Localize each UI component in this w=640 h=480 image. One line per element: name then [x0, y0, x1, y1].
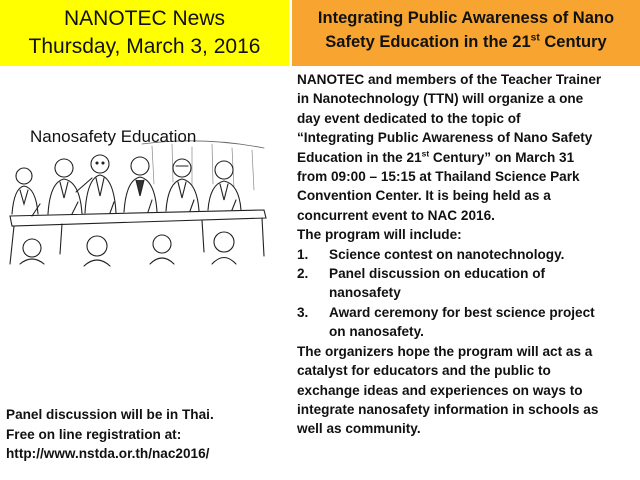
program-item [297, 245, 639, 264]
headline-line-1: Integrating Public Awareness of Nano [317, 9, 615, 27]
closing-line: integrate nanosafety information in schools as [297, 401, 599, 417]
program-heading: The program will include: [297, 227, 462, 243]
item-number: 3. [297, 304, 309, 320]
registration-notes [6, 405, 288, 464]
news-title: NANOTEC News [63, 7, 226, 30]
intro-line: Convention Center. It is being held as a [297, 188, 551, 204]
program-item [297, 264, 639, 283]
registration-note: Free on line registration at: [6, 426, 182, 442]
item-number: 2. [297, 266, 309, 282]
intro-line: Education in the 21st Century” on March 31 [297, 148, 575, 165]
item-text: Award ceremony for best science project [329, 304, 595, 320]
headline-line-2: Safety Education in the 21st Century [325, 32, 607, 51]
program-item [297, 303, 639, 322]
intro-line: NANOTEC and members of the Teacher Trainer [297, 72, 602, 87]
news-date: Thursday, March 3, 2016 [28, 35, 261, 58]
intro-line: concurrent event to NAC 2016. [297, 207, 495, 223]
registration-url: http://www.nstda.or.th/nac2016/ [6, 446, 210, 461]
cartoon-title: Nanosafety Education [30, 127, 197, 146]
intro-line: in Nanotechnology (TTN) will organize a one [297, 91, 584, 107]
item-text-continued: on nanosafety. [329, 324, 424, 340]
headline [292, 0, 640, 66]
closing-line: exchange ideas and experiences on ways to [297, 382, 583, 398]
item-text: Panel discussion on education of [329, 266, 546, 282]
closing-line: The organizers hope the program will act as a [297, 343, 593, 359]
article-body [297, 70, 639, 439]
intro-line: day event dedicated to the topic of [297, 110, 521, 126]
item-number: 1. [297, 246, 309, 262]
item-text-continued: nanosafety [329, 285, 401, 301]
intro-line: from 09:00 – 15:15 at Thailand Science Park [297, 169, 580, 185]
language-note: Panel discussion will be in Thai. [6, 407, 214, 422]
news-header [0, 0, 289, 66]
closing-line: well as community. [297, 421, 421, 437]
closing-line: catalyst for educators and the public to [297, 363, 551, 379]
item-text: Science contest on nanotechnology. [329, 246, 565, 262]
intro-line: “Integrating Public Awareness of Nano Safety [297, 130, 593, 146]
